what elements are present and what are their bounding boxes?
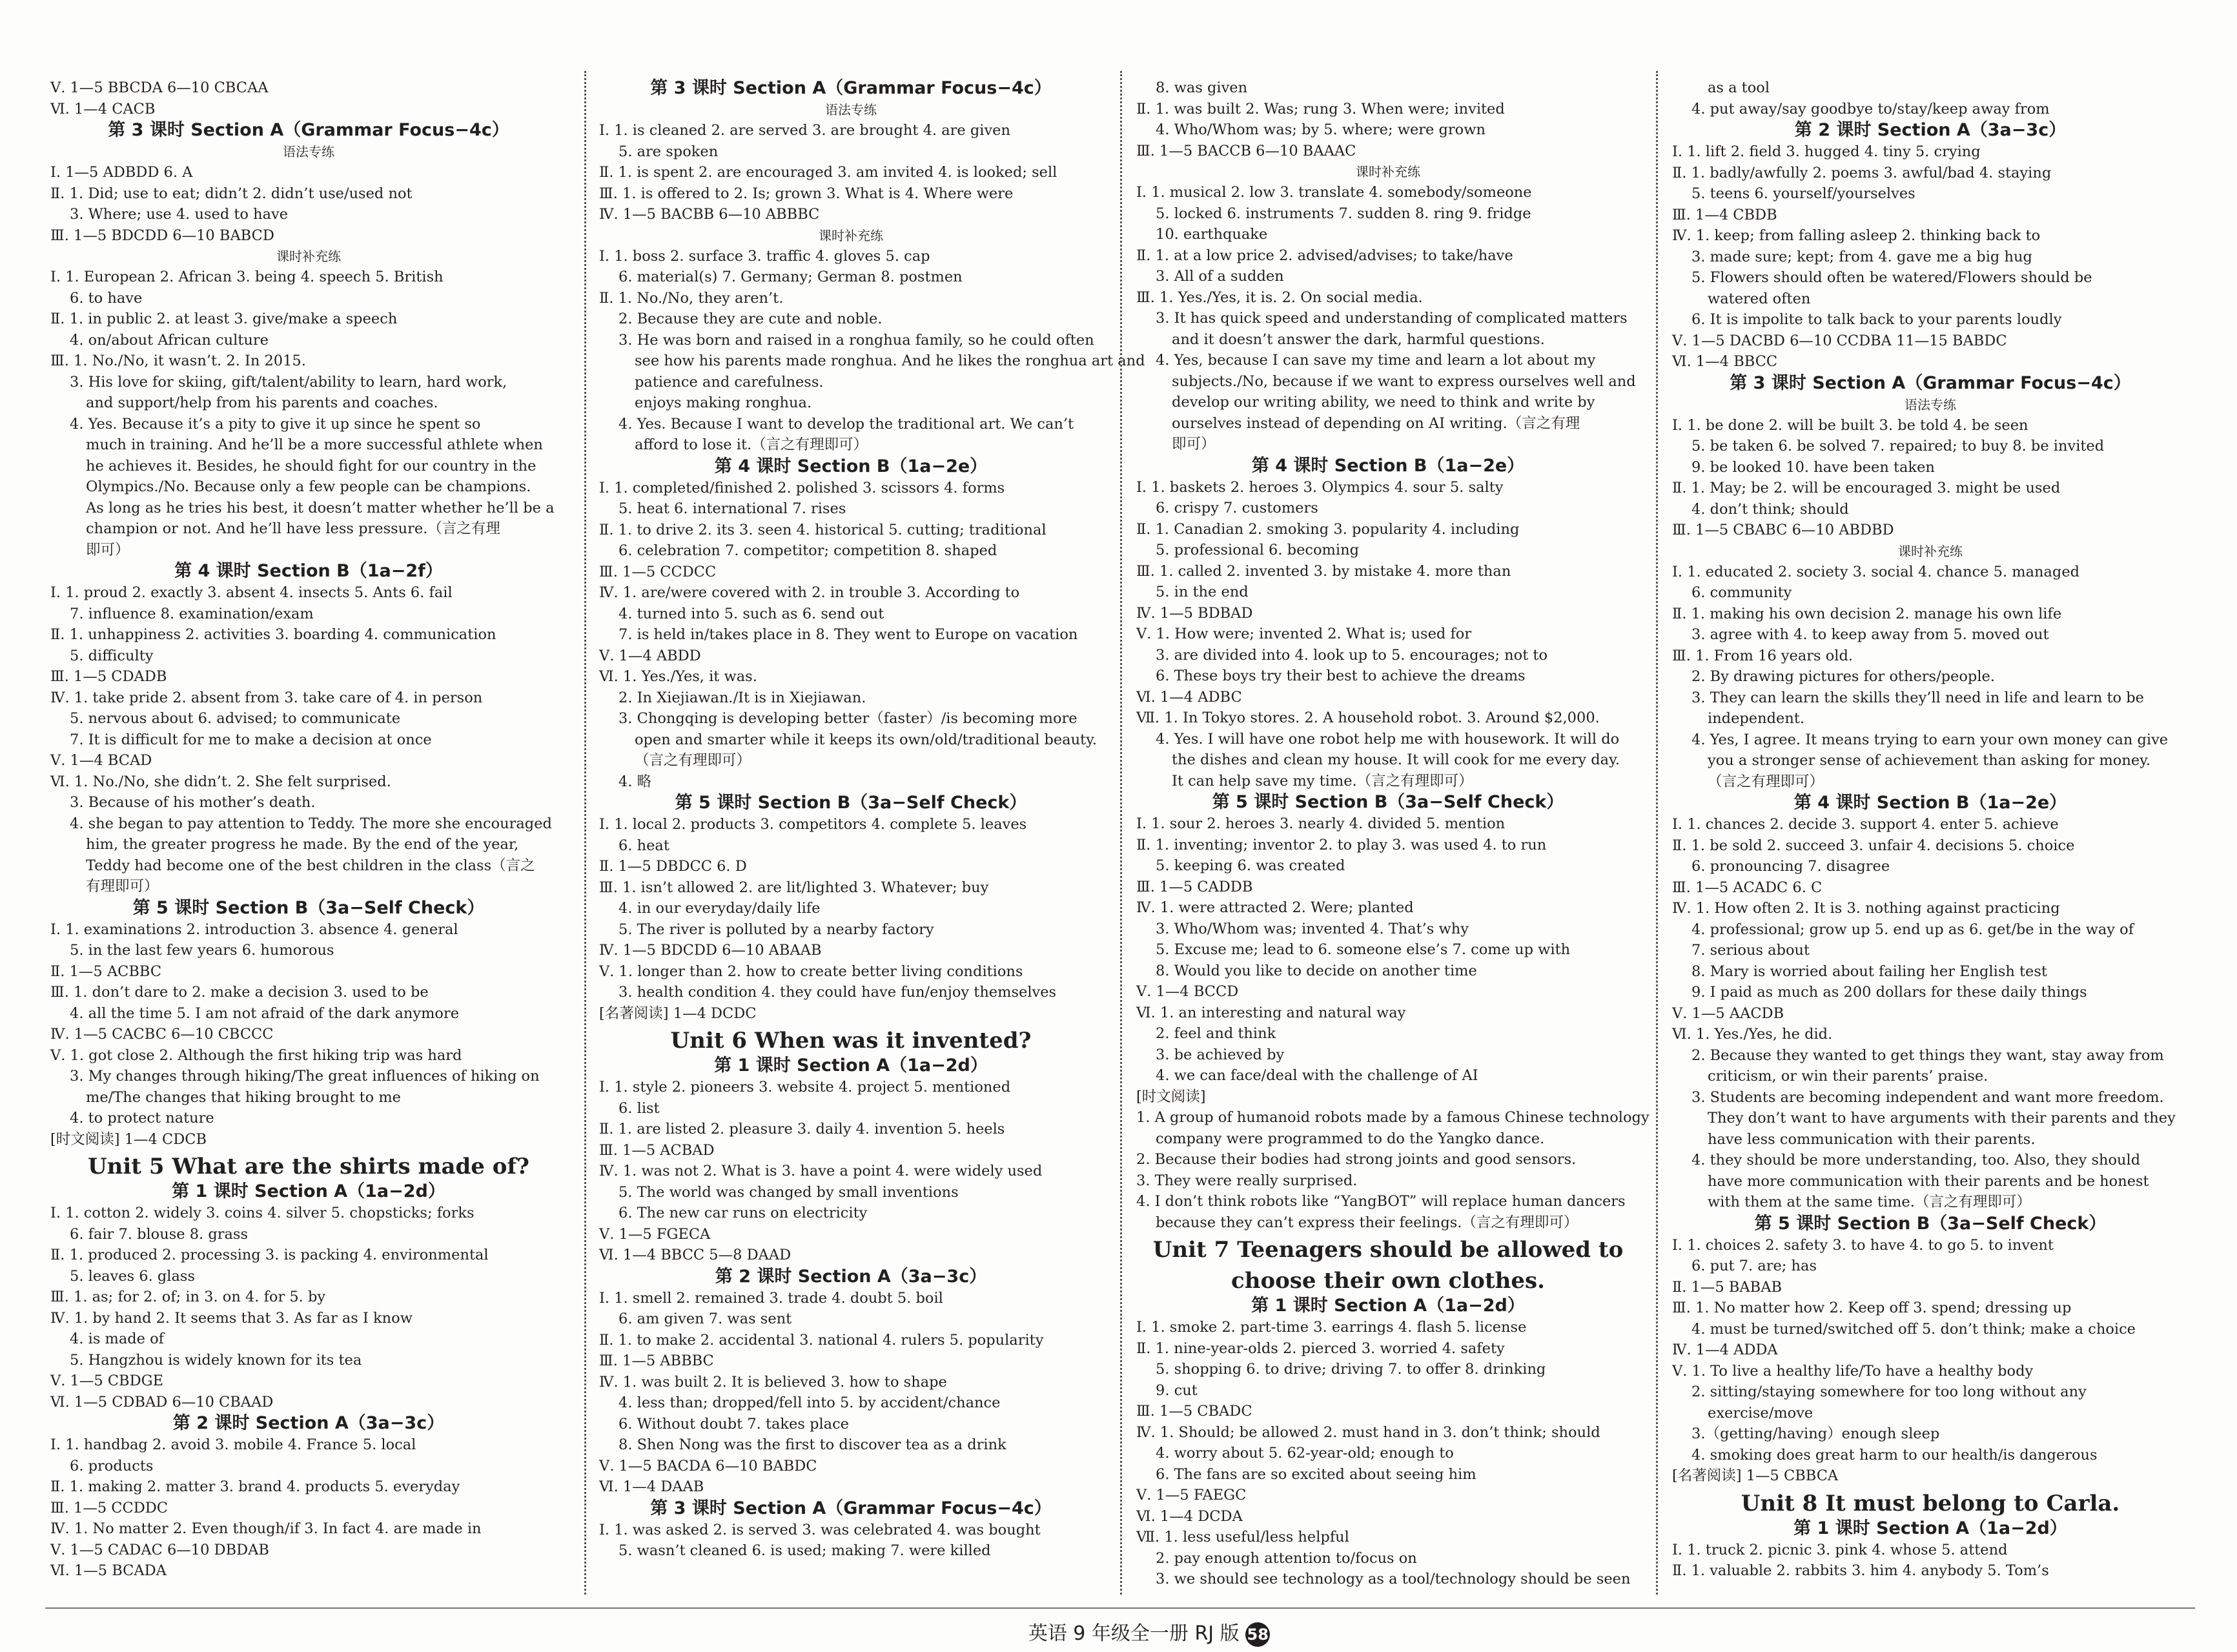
unit-title: Unit 6 When was it invented? xyxy=(670,1028,1032,1054)
answer-line: 6. products xyxy=(70,1457,154,1474)
answer-line: 6. Without doubt 7. takes place xyxy=(618,1415,850,1433)
answer-line: 1. A group of humanoid robots made by a famous Chinese technology xyxy=(1136,1109,1650,1126)
answer-line: Ⅰ. 1. smoke 2. part-time 3. earrings 4. flash 5. license xyxy=(1136,1319,1527,1336)
answer-line: 3. My changes through hiking/The great influences of hiking on xyxy=(70,1068,540,1085)
answer-line: and support/help from his parents and coaches. xyxy=(86,394,438,411)
subsection-label: 语法专练 xyxy=(825,102,877,117)
answer-line: 5. be taken 6. be solved 7. repaired; to buy 8. be invited xyxy=(1691,438,2105,454)
lesson-heading: 第 1 课时 Section A（1a−2d） xyxy=(172,1181,445,1201)
answer-line: They don’t want to have arguments with their parents and they xyxy=(1708,1110,2176,1127)
answer-line: 5. difficulty xyxy=(70,647,154,664)
answer-line: 3. Where; use 4. used to have xyxy=(70,206,289,223)
answer-line: Ⅲ. 1—5 BDCDD 6—10 BABCD xyxy=(50,227,274,244)
answer-line: me/The changes that hiking brought to me xyxy=(86,1088,401,1106)
answer-line: 4. they should be more understanding, too. Also, they should xyxy=(1691,1152,2141,1168)
answer-line: Ⅱ. 1. making his own decision 2. manage his own life xyxy=(1672,605,2062,622)
answer-line: 3. He was born and raised in a ronghua family, so he could often xyxy=(618,331,1094,349)
answer-line: 4. less than; dropped/fell into 5. by accident/chance xyxy=(618,1394,1001,1411)
answer-line: Ⅰ. 1. boss 2. surface 3. traffic 4. gloves 5. cap xyxy=(599,247,930,265)
answer-line: Ⅰ. 1. choices 2. safety 3. to have 4. to go 5. to invent xyxy=(1672,1236,2054,1254)
answer-line: 4. smoking does great harm to our health/is dangerous xyxy=(1691,1446,2098,1463)
answer-line: 10. earthquake xyxy=(1156,226,1268,243)
answer-line: [时文阅读] xyxy=(1136,1088,1206,1105)
answer-line: Ⅰ. 1. lift 2. field 3. hugged 4. tiny 5. crying xyxy=(1672,143,1981,160)
answer-line: Ⅱ. 1. making 2. matter 3. brand 4. products 5. everyday xyxy=(50,1478,460,1495)
answer-line: Ⅳ. 1. How often 2. It is 3. nothing against practicing xyxy=(1672,900,2060,917)
answer-line: 5. professional 6. becoming xyxy=(1156,542,1359,558)
answer-line: 3. be achieved by xyxy=(1156,1046,1285,1063)
answer-line: 4. is made of xyxy=(70,1331,165,1347)
answer-line: exercise/move xyxy=(1708,1404,1813,1422)
answer-column-1 xyxy=(50,77,567,1582)
answer-line: Ⅲ. 1—5 ACADC 6. C xyxy=(1672,879,1823,896)
answer-line: 4. must be turned/switched off 5. don’t think; make a choice xyxy=(1691,1320,2136,1338)
answer-line: 4. all the time 5. I am not afraid of the dark anymore xyxy=(70,1004,460,1022)
answer-line: Ⅵ. 1—4 BBCC xyxy=(1672,353,1778,370)
answer-line: 6. put 7. are; has xyxy=(1691,1258,1817,1274)
answer-line: champion or not. And he’ll have less pressure.（言之有理 xyxy=(86,520,500,537)
answer-line: Ⅴ. 1. longer than 2. how to create better living conditions xyxy=(599,963,1023,980)
answer-line: Ⅳ. 1. was built 2. It is believed 3. how to shape xyxy=(599,1373,947,1391)
lesson-heading: 第 4 课时 Section B（1a−2e） xyxy=(1793,793,2067,813)
answer-line: Ⅳ. 1. keep; from falling asleep 2. thinking back to xyxy=(1672,227,2041,244)
answer-line: Ⅵ. 1. an interesting and natural way xyxy=(1136,1004,1406,1021)
answer-line: Ⅳ. 1. were attracted 2. Were; planted xyxy=(1136,899,1414,916)
answer-line: 4. we can face/deal with the challenge of AI xyxy=(1156,1067,1478,1084)
answer-line: Ⅲ. 1—4 CBDB xyxy=(1672,206,1777,223)
answer-line: Ⅱ. 1. to make 2. accidental 3. national 4. rulers 5. popularity xyxy=(599,1331,1044,1349)
answer-line: 5. nervous about 6. advised; to communicate xyxy=(70,710,401,727)
page-number: 58 xyxy=(1245,1622,1270,1647)
unit-title: Unit 7 Teenagers should be allowed to xyxy=(1152,1237,1624,1263)
column-divider xyxy=(1120,71,1122,1595)
answer-line: 4. Yes, I agree. It means trying to earn your own money can give xyxy=(1691,731,2169,748)
answer-line: open and smarter while it keeps its own/old/traditional beauty. xyxy=(635,731,1097,748)
answer-line: Ⅲ. 1. From 16 years old. xyxy=(1672,647,1853,664)
answer-line: 3. Students are becoming independent and want more freedom. xyxy=(1691,1088,2164,1106)
answer-line: 7. serious about xyxy=(1691,942,1810,959)
answer-line: 4. Yes. I will have one robot help me with housework. It will do xyxy=(1156,730,1620,748)
answer-line: 3. we should see technology as a tool/technology should be seen xyxy=(1156,1571,1631,1587)
answer-line: Ⅰ. 1. musical 2. low 3. translate 4. somebody/someone xyxy=(1136,184,1532,201)
answer-column-4 xyxy=(1672,77,2189,1582)
answer-line: 5. shopping 6. to drive; driving 7. to offer 8. drinking xyxy=(1156,1361,1546,1378)
subsection-label: 课时补充练 xyxy=(276,249,341,264)
answer-line: 3. Chongqing is developing better（faster）/is becoming more xyxy=(618,710,1078,727)
answer-line: Ⅰ. 1. proud 2. exactly 3. absent 4. insects 5. Ants 6. fail xyxy=(50,584,453,601)
answer-line: 4. I don’t think robots like “YangBOT” will replace human dancers xyxy=(1136,1193,1626,1210)
answer-line: 即可） xyxy=(86,541,130,558)
answer-line: Ⅱ. 1. badly/awfully 2. poems 3. awful/bad 4. staying xyxy=(1672,164,2052,181)
answer-line: 6. fair 7. blouse 8. grass xyxy=(70,1225,249,1243)
answer-line: the dishes and clean my house. It will cook for me every day. xyxy=(1172,751,1620,768)
answer-line: Ⅴ. 1—4 BCAD xyxy=(50,752,152,769)
lesson-heading: 第 2 课时 Section A（3a−3c） xyxy=(172,1413,445,1433)
answer-line: 2. Because they wanted to get things they want, stay away from xyxy=(1691,1046,2164,1064)
answer-line: Ⅴ. 1—5 FGECA xyxy=(599,1225,711,1243)
column-divider xyxy=(1656,71,1658,1595)
answer-line: watered often xyxy=(1708,290,1811,307)
answer-line: 5. Excuse me; lead to 6. someone else’s 7. come up with xyxy=(1156,941,1571,958)
answer-line: ourselves instead of depending on AI writing.（言之有理 xyxy=(1172,414,1580,432)
answer-line: Ⅱ. 1. was built 2. Was; rung 3. When were; invited xyxy=(1136,100,1505,117)
answer-line: Ⅲ. 1—5 CCDDC xyxy=(50,1499,169,1516)
answer-line: 4. don’t think; should xyxy=(1691,500,1849,518)
answer-line: 3. They were really surprised. xyxy=(1136,1172,1358,1189)
answer-line: 6. pronouncing 7. disagree xyxy=(1691,858,1890,875)
answer-line: 3. Who/Whom was; invented 4. That’s why xyxy=(1156,920,1469,937)
answer-line: Ⅲ. 1—5 ABBBC xyxy=(599,1352,714,1369)
answer-line: As long as he tries his best, it doesn’t matter whether he’ll be a xyxy=(86,499,555,516)
answer-line: Ⅳ. 1. by hand 2. It seems that 3. As far as I know xyxy=(50,1309,413,1327)
answer-line: Ⅶ. 1. less useful/less helpful xyxy=(1136,1529,1349,1545)
answer-line: 6. The new car runs on electricity xyxy=(618,1205,868,1221)
answer-line: Ⅳ. 1. take pride 2. absent from 3. take care of 4. in person xyxy=(50,689,483,706)
answer-line: 6. am given 7. was sent xyxy=(618,1310,792,1327)
unit-title: Unit 5 What are the shirts made of? xyxy=(88,1154,529,1179)
lesson-heading: 第 3 课时 Section A（Grammar Focus−4c） xyxy=(108,120,509,140)
answer-line: independent. xyxy=(1708,710,1805,727)
answer-line: 5. wasn’t cleaned 6. is used; making 7. were killed xyxy=(618,1542,991,1559)
answer-line: Ⅴ. 1—5 BACDA 6—10 BABDC xyxy=(599,1457,817,1474)
answer-line: [名著阅读] 1—5 CBBCA xyxy=(1672,1467,1839,1484)
subsection-label: 课时补充练 xyxy=(1898,543,1963,559)
answer-line: [时文阅读] 1—4 CDCB xyxy=(50,1130,207,1148)
answer-line: （言之有理即可） xyxy=(1708,773,1824,790)
answer-line: Ⅰ. 1. sour 2. heroes 3. nearly 4. divided 5. mention xyxy=(1136,815,1506,832)
footer-rule xyxy=(45,1607,2195,1609)
answer-line: 9. be looked 10. have been taken xyxy=(1691,458,1935,476)
answer-line: Ⅱ. 1. to drive 2. its 3. seen 4. historical 5. cutting; traditional xyxy=(599,521,1047,538)
answer-line: Ⅱ. 1. are listed 2. pleasure 3. daily 4. invention 5. heels xyxy=(599,1121,1005,1137)
answer-line: 2. By drawing pictures for others/people. xyxy=(1691,668,1995,685)
answer-line: 6. list xyxy=(618,1099,660,1117)
answer-line: 6. The fans are so excited about seeing him xyxy=(1156,1465,1476,1483)
answer-line: Ⅲ. 1. as; for 2. of; in 3. on 4. for 5. by xyxy=(50,1289,326,1305)
lesson-heading: 第 5 课时 Section B（3a−Self Check） xyxy=(675,793,1027,813)
answer-line: 7. It is difficult for me to make a decision at once xyxy=(70,731,432,748)
answer-line: Ⅰ. 1. examinations 2. introduction 3. absence 4. general xyxy=(50,921,458,938)
answer-line: Ⅰ. 1. cotton 2. widely 3. coins 4. silver 5. chopsticks; forks xyxy=(50,1205,475,1221)
answer-line: （言之有理即可） xyxy=(635,752,751,769)
lesson-heading: 第 5 课时 Section B（3a−Self Check） xyxy=(1212,792,1564,812)
answer-line: Ⅱ. 1. at a low price 2. advised/advises; to take/have xyxy=(1136,247,1513,264)
answer-line: Ⅴ. 1—5 FAEGC xyxy=(1136,1487,1247,1504)
answer-line: Ⅲ. 1—5 CADDB xyxy=(1136,878,1253,895)
answer-line: Ⅵ. 1—4 ADBC xyxy=(1136,688,1242,706)
answer-line: with them at the same time.（言之有理即可） xyxy=(1708,1194,2031,1210)
answer-line: Ⅵ. 1—4 BBCC 5—8 DAAD xyxy=(599,1247,792,1263)
answer-line: have less communication with their parents. xyxy=(1708,1130,2036,1148)
answer-line: Ⅲ. 1. called 2. invented 3. by mistake 4. more than xyxy=(1136,562,1511,580)
answer-line: 6. community xyxy=(1691,584,1792,601)
subsection-label: 课时补充练 xyxy=(819,227,883,243)
answer-line: Ⅲ. 1—5 CBABC 6—10 ABDBD xyxy=(1672,522,1894,538)
answer-line: 4. professional; grow up 5. end up as 6. get/be in the way of xyxy=(1691,921,2134,938)
answer-line: 即可） xyxy=(1172,436,1216,453)
answer-line: 3. They can learn the skills they’ll need in life and learn to be xyxy=(1691,689,2144,706)
answer-line: Ⅱ. 1. produced 2. processing 3. is packing 4. environmental xyxy=(50,1247,489,1263)
lesson-heading: 第 3 课时 Section A（Grammar Focus−4c） xyxy=(1730,372,2131,393)
answer-line: Ⅳ. 1—5 CACBC 6—10 CBCCC xyxy=(50,1026,274,1043)
answer-line: as a tool xyxy=(1708,79,1770,96)
column-divider xyxy=(584,71,586,1595)
answer-line: Ⅴ. 1—4 ABDD xyxy=(599,647,701,664)
answer-line: Ⅰ. 1. be done 2. will be built 3. be told 4. be seen xyxy=(1672,416,2028,434)
lesson-heading: 第 3 课时 Section A（Grammar Focus−4c） xyxy=(650,78,1052,98)
answer-line: Ⅳ. 1—4 ADDA xyxy=(1672,1341,1778,1358)
answer-line: 3. made sure; kept; from 4. gave me a big hug xyxy=(1691,248,2032,265)
answer-line: Ⅲ. 1—5 BACCB 6—10 BAAAC xyxy=(1136,142,1356,159)
answer-line: Ⅴ. 1. To live a healthy life/To have a healthy body xyxy=(1672,1362,2034,1380)
answer-line: Ⅵ. 1—4 CACB xyxy=(50,100,156,117)
answer-line: Ⅱ. 1—5 BABAB xyxy=(1672,1278,1782,1296)
answer-line: 6. material(s) 7. Germany; German 8. postmen xyxy=(618,269,963,285)
answer-line: Ⅱ. 1. in public 2. at least 3. give/make a speech xyxy=(50,311,398,327)
answer-line: 5. The river is polluted by a nearby factory xyxy=(618,921,934,938)
unit-title: choose their own clothes. xyxy=(1231,1268,1545,1294)
answer-line: Ⅰ. 1. truck 2. picnic 3. pink 4. whose 5. attend xyxy=(1672,1541,2008,1558)
answer-line: Ⅳ. 1—5 BDBAD xyxy=(1136,604,1253,622)
answer-line: 4. 略 xyxy=(618,773,652,790)
answer-line: Ⅰ. 1. educated 2. society 3. social 4. chance 5. managed xyxy=(1672,563,2080,580)
answer-line: Ⅰ. 1. style 2. pioneers 3. website 4. project 5. mentioned xyxy=(599,1079,1011,1096)
answer-line: 6. These boys try their best to achieve the dreams xyxy=(1156,668,1526,684)
answer-line: 6. crispy 7. customers xyxy=(1156,500,1318,516)
answer-line: afford to lose it.（言之有理即可） xyxy=(635,436,868,453)
subsection-label: 课时补充练 xyxy=(1356,164,1420,179)
answer-line: 4. on/about African culture xyxy=(70,331,269,349)
answer-line: Ⅰ. 1. was asked 2. is served 3. was celebrated 4. was bought xyxy=(599,1521,1041,1538)
answer-line: 4. to protect nature xyxy=(70,1110,214,1127)
lesson-heading: 第 2 课时 Section A（3a−3c） xyxy=(1794,120,2067,140)
lesson-heading: 第 3 课时 Section A（Grammar Focus−4c） xyxy=(650,1498,1052,1518)
answer-line: patience and carefulness. xyxy=(635,373,824,391)
answer-line: 4. Who/Whom was; by 5. where; were grown xyxy=(1156,121,1486,138)
answer-line: 7. influence 8. examination/exam xyxy=(70,605,314,622)
answer-line: 3. agree with 4. to keep away from 5. moved out xyxy=(1691,626,2049,643)
answer-line: Teddy had become one of the best children in the class（言之 xyxy=(86,857,535,874)
answer-line: Ⅳ. 1. was not 2. What is 3. have a point 4. were widely used xyxy=(599,1163,1043,1179)
answer-line: Ⅱ. 1—5 ACBBC xyxy=(50,963,162,980)
answer-line: have more communication with their parents and be honest xyxy=(1708,1172,2149,1190)
answer-line: Ⅲ. 1. don’t dare to 2. make a decision 3. used to be xyxy=(50,984,429,1001)
answer-line: Ⅱ. 1. valuable 2. rabbits 3. him 4. anybody 5. Tom’s xyxy=(1672,1562,2049,1579)
answer-line: enjoys making ronghua. xyxy=(635,394,812,411)
answer-line: Ⅰ. 1. handbag 2. avoid 3. mobile 4. France 5. local xyxy=(50,1436,416,1453)
answer-line: and it doesn’t answer the dark, harmful questions. xyxy=(1172,331,1545,348)
answer-line: Ⅳ. 1. No matter 2. Even though/if 3. In fact 4. are made in xyxy=(50,1520,482,1537)
lesson-heading: 第 4 课时 Section B（1a−2f） xyxy=(174,561,443,581)
answer-line: Ⅱ. 1. is spent 2. are encouraged 3. am invited 4. is looked; sell xyxy=(599,164,1057,181)
answer-line: 5. locked 6. instruments 7. sudden 8. ring 9. fridge xyxy=(1156,205,1531,222)
lesson-heading: 第 1 课时 Section A（1a−2d） xyxy=(1251,1296,1525,1316)
answer-line: [名著阅读] 1—4 DCDC xyxy=(599,1004,757,1022)
answer-line: Ⅲ. 1. isn’t allowed 2. are lit/lighted 3. Whatever; buy xyxy=(599,879,989,896)
answer-line: 4. put away/say goodbye to/stay/keep away from xyxy=(1691,100,2050,117)
answer-line: 5. teens 6. yourself/yourselves xyxy=(1691,185,1915,202)
answer-line: 5. in the last few years 6. humorous xyxy=(70,942,334,959)
lesson-heading: 第 4 课时 Section B（1a−2e） xyxy=(714,456,988,476)
answer-line: 7. is held in/takes place in 8. They went to Europe on vacation xyxy=(618,626,1078,643)
answer-line: 5. in the end xyxy=(1156,584,1249,600)
answer-line: Ⅲ. 1—5 CBADC xyxy=(1136,1403,1252,1420)
answer-line: 5. leaves 6. glass xyxy=(70,1267,195,1285)
answer-column-2 xyxy=(599,77,1145,1562)
answer-line: 4. Yes, because I can save my time and learn a lot about my xyxy=(1156,352,1596,369)
subsection-label: 语法专练 xyxy=(1905,396,1956,413)
answer-line: 5. are spoken xyxy=(618,143,719,160)
answer-line: Ⅱ. 1. Did; use to eat; didn’t 2. didn’t use/used not xyxy=(50,185,413,202)
answer-line: Ⅲ. 1—5 CCDCC xyxy=(599,563,717,580)
answer-line: 6. to have xyxy=(70,289,143,307)
answer-line: Ⅰ. 1—5 ADBDD 6. A xyxy=(50,164,193,181)
answer-line: Ⅱ. 1. May; be 2. will be encouraged 3. might be used xyxy=(1672,480,2061,496)
answer-line: 5. heat 6. international 7. rises xyxy=(618,500,846,517)
answer-line: 2. In Xiejiawan./It is in Xiejiawan. xyxy=(618,689,866,706)
answer-line: Ⅱ. 1. unhappiness 2. activities 3. boarding 4. communication xyxy=(50,626,496,643)
answer-line: 2. Because their bodies had strong joints and good sensors. xyxy=(1136,1151,1577,1168)
answer-line: 2. Because they are cute and noble. xyxy=(618,311,883,327)
answer-line: criticism, or win their parents’ praise. xyxy=(1708,1068,1988,1085)
answer-line: subjects./No, because if we want to express ourselves well and xyxy=(1172,372,1636,390)
answer-line: 4. Yes. Because I want to develop the traditional art. We can’t xyxy=(618,415,1074,433)
answer-line: Ⅴ. 1—5 AACDB xyxy=(1672,1004,1784,1022)
answer-column-3 xyxy=(1136,77,1650,1590)
answer-line: Ⅰ. 1. smell 2. remained 3. trade 4. doubt 5. boil xyxy=(599,1289,943,1307)
answer-line: 3. All of a sudden xyxy=(1156,268,1284,285)
answer-line: 5. Hangzhou is widely known for its tea xyxy=(70,1351,362,1369)
answer-line: Ⅵ. 1—5 CDBAD 6—10 CBAAD xyxy=(50,1393,274,1411)
answer-line: Ⅲ. 1. No matter how 2. Keep off 3. spend; dressing up xyxy=(1672,1300,2072,1316)
answer-line: 3. His love for skiing, gift/talent/ability to learn, hard work, xyxy=(70,373,507,391)
answer-line: 2. pay enough attention to/focus on xyxy=(1156,1549,1417,1567)
answer-line: Ⅲ. 1. No./No, it wasn’t. 2. In 2015. xyxy=(50,352,306,369)
page-footer xyxy=(968,1617,1330,1647)
lesson-heading: 第 2 课时 Section A（3a−3c） xyxy=(715,1266,987,1287)
answer-line: Ⅴ. 1. How were; invented 2. What is; used for xyxy=(1136,626,1472,642)
answer-line: 8. Shen Nong was the first to discover tea as a drink xyxy=(618,1436,1006,1453)
answer-line: Ⅵ. 1. No./No, she didn’t. 2. She felt surprised. xyxy=(50,773,391,790)
answer-line: 2. sitting/staying somewhere for too long without any xyxy=(1691,1383,2087,1400)
answer-line: 6. celebration 7. competitor; competition 8. shaped xyxy=(618,542,997,559)
answer-line: Ⅶ. 1. In Tokyo stores. 2. A household robot. 3. Around $2,000. xyxy=(1136,709,1600,726)
answer-line: develop our writing ability, we need to think and write by xyxy=(1172,394,1595,411)
answer-line: Ⅰ. 1. local 2. products 3. competitors 4. complete 5. leaves xyxy=(599,816,1027,833)
unit-title: Unit 8 It must belong to Carla. xyxy=(1741,1490,2120,1516)
answer-line: 4. she began to pay attention to Teddy. The more she encouraged xyxy=(70,815,552,832)
answer-line: It can help save my time.（言之有理即可） xyxy=(1172,772,1473,790)
answer-line: 9. I paid as much as 200 dollars for these daily things xyxy=(1691,984,2087,1001)
answer-line: Ⅰ. 1. chances 2. decide 3. support 4. enter 5. achieve xyxy=(1672,816,2059,833)
answer-line: Ⅰ. 1. European 2. African 3. being 4. speech 5. British xyxy=(50,269,444,285)
answer-line: Ⅰ. 1. is cleaned 2. are served 3. are brought 4. are given xyxy=(599,122,1010,139)
answer-line: Ⅱ. 1. be sold 2. succeed 3. unfair 4. decisions 5. choice xyxy=(1672,837,2075,854)
answer-line: Ⅱ. 1. Canadian 2. smoking 3. popularity 4. including xyxy=(1136,520,1520,538)
answer-line: Ⅰ. 1. completed/finished 2. polished 3. scissors 4. forms xyxy=(599,479,1005,496)
answer-line: 3.（getting/having）enough sleep xyxy=(1691,1425,1940,1442)
answer-line: 3. are divided into 4. look up to 5. encourages; not to xyxy=(1156,646,1548,664)
answer-line: Ⅴ. 1—5 DACBD 6—10 CCDBA 11—15 BABDC xyxy=(1672,332,2007,349)
answer-line: 3. Because of his mother’s death. xyxy=(70,794,316,811)
answer-line: Ⅵ. 1. Yes./Yes, it was. xyxy=(599,668,757,685)
lesson-heading: 第 1 课时 Section A（1a−2d） xyxy=(714,1055,988,1076)
lesson-heading: 第 4 课时 Section B（1a−2e） xyxy=(1251,455,1525,476)
answer-line: 4. Yes. Because it’s a pity to give it up since he spent so xyxy=(70,415,481,433)
answer-line: 5. The world was changed by small inventions xyxy=(618,1183,959,1201)
answer-line: Ⅳ. 1—5 BACBB 6—10 ABBBC xyxy=(599,206,820,223)
answer-line: Ⅴ. 1—5 CADAC 6—10 DBDAB xyxy=(50,1541,269,1558)
answer-line: he achieves it. Besides, he should fight for our country in the xyxy=(86,457,536,474)
answer-line: 6. heat xyxy=(618,837,669,854)
answer-line: Ⅱ. 1—5 DBDCC 6. D xyxy=(599,858,747,875)
subsection-label: 语法专练 xyxy=(283,144,334,159)
footer-text: 英语 9 年级全一册 RJ 版 xyxy=(1028,1622,1240,1645)
answer-line: Ⅲ. 1—5 ACBAD xyxy=(599,1141,715,1159)
answer-line: Ⅳ. 1. are/were covered with 2. in trouble 3. According to xyxy=(599,584,1020,601)
answer-line: Ⅴ. 1—4 BCCD xyxy=(1136,983,1239,1000)
answer-line: Ⅱ. 1. inventing; inventor 2. to play 3. was used 4. to run xyxy=(1136,836,1547,853)
answer-line: Ⅴ. 1—5 CBDGE xyxy=(50,1372,164,1389)
answer-line: Ⅳ. 1. Should; be allowed 2. must hand in 3. don’t think; should xyxy=(1136,1423,1600,1441)
answer-line: 8. was given xyxy=(1156,79,1248,96)
answer-line: Ⅱ. 1. nine-year-olds 2. pierced 3. worried 4. safety xyxy=(1136,1340,1505,1357)
answer-line: Ⅴ. 1—5 BBCDA 6—10 CBCAA xyxy=(50,79,269,96)
answer-line: 8. Mary is worried about failing her English test xyxy=(1691,963,2047,980)
answer-line: see how his parents made ronghua. And he likes the ronghua art and xyxy=(635,352,1145,369)
answer-line: Ⅲ. 1—5 CDADB xyxy=(50,668,167,685)
answer-line: Ⅵ. 1—5 BCADA xyxy=(50,1562,167,1579)
lesson-heading: 第 5 课时 Section B（3a−Self Check） xyxy=(132,897,485,918)
answer-line: Ⅱ. 1. No./No, they aren’t. xyxy=(599,289,784,307)
answer-line: 2. feel and think xyxy=(1156,1025,1276,1042)
answer-line: Ⅵ. 1. Yes./Yes, he did. xyxy=(1672,1026,1833,1043)
answer-line: Ⅴ. 1. got close 2. Although the first hiking trip was hard xyxy=(50,1046,462,1064)
answer-line: Olympics./No. Because only a few people can be champions. xyxy=(86,478,531,495)
lesson-heading: 第 1 课时 Section A（1a−2d） xyxy=(1793,1518,2067,1538)
answer-line: 5. keeping 6. was created xyxy=(1156,857,1345,874)
answer-line: him, the greater progress he made. By the end of the year, xyxy=(86,836,519,853)
answer-line: company were programmed to do the Yangko dance. xyxy=(1156,1130,1545,1147)
answer-line: 8. Would you like to decide on another time xyxy=(1156,962,1477,979)
answer-line: 4. turned into 5. such as 6. send out xyxy=(618,605,884,622)
answer-line: Ⅰ. 1. baskets 2. heroes 3. Olympics 4. sour 5. salty xyxy=(1136,478,1504,496)
answer-line: 4. in our everyday/daily life xyxy=(618,900,821,917)
answer-line: Ⅲ. 1. Yes./Yes, it is. 2. On social media. xyxy=(1136,289,1423,306)
answer-line: Ⅵ. 1—4 DCDA xyxy=(1136,1507,1243,1525)
answer-line: you a stronger sense of achievement than asking for money. xyxy=(1708,752,2151,769)
answer-line: 3. health condition 4. they could have fun/enjoy themselves xyxy=(618,984,1057,1001)
answer-line: Ⅳ. 1—5 BDCDD 6—10 ABAAB xyxy=(599,942,822,959)
answer-line: 有理即可） xyxy=(86,878,159,895)
answer-line: Ⅵ. 1—4 DAAB xyxy=(599,1478,704,1495)
answer-line: 9. cut xyxy=(1156,1382,1198,1399)
answer-line: much in training. And he’ll be a more successful athlete when xyxy=(86,436,543,453)
answer-line: 5. Flowers should often be watered/Flowers should be xyxy=(1691,269,2092,286)
lesson-heading: 第 5 课时 Section B（3a−Self Check） xyxy=(1754,1213,2107,1234)
answer-line: 6. It is impolite to talk back to your parents loudly xyxy=(1691,311,2062,328)
answer-line: 3. It has quick speed and understanding of complicated matters xyxy=(1156,310,1628,327)
answer-line: Ⅲ. 1. is offered to 2. Is; grown 3. What is 4. Where were xyxy=(599,185,1014,202)
answer-line: 4. worry about 5. 62-year-old; enough to xyxy=(1156,1445,1454,1462)
answer-line: because they can’t express their feelings.（言之有理即可） xyxy=(1156,1214,1578,1231)
